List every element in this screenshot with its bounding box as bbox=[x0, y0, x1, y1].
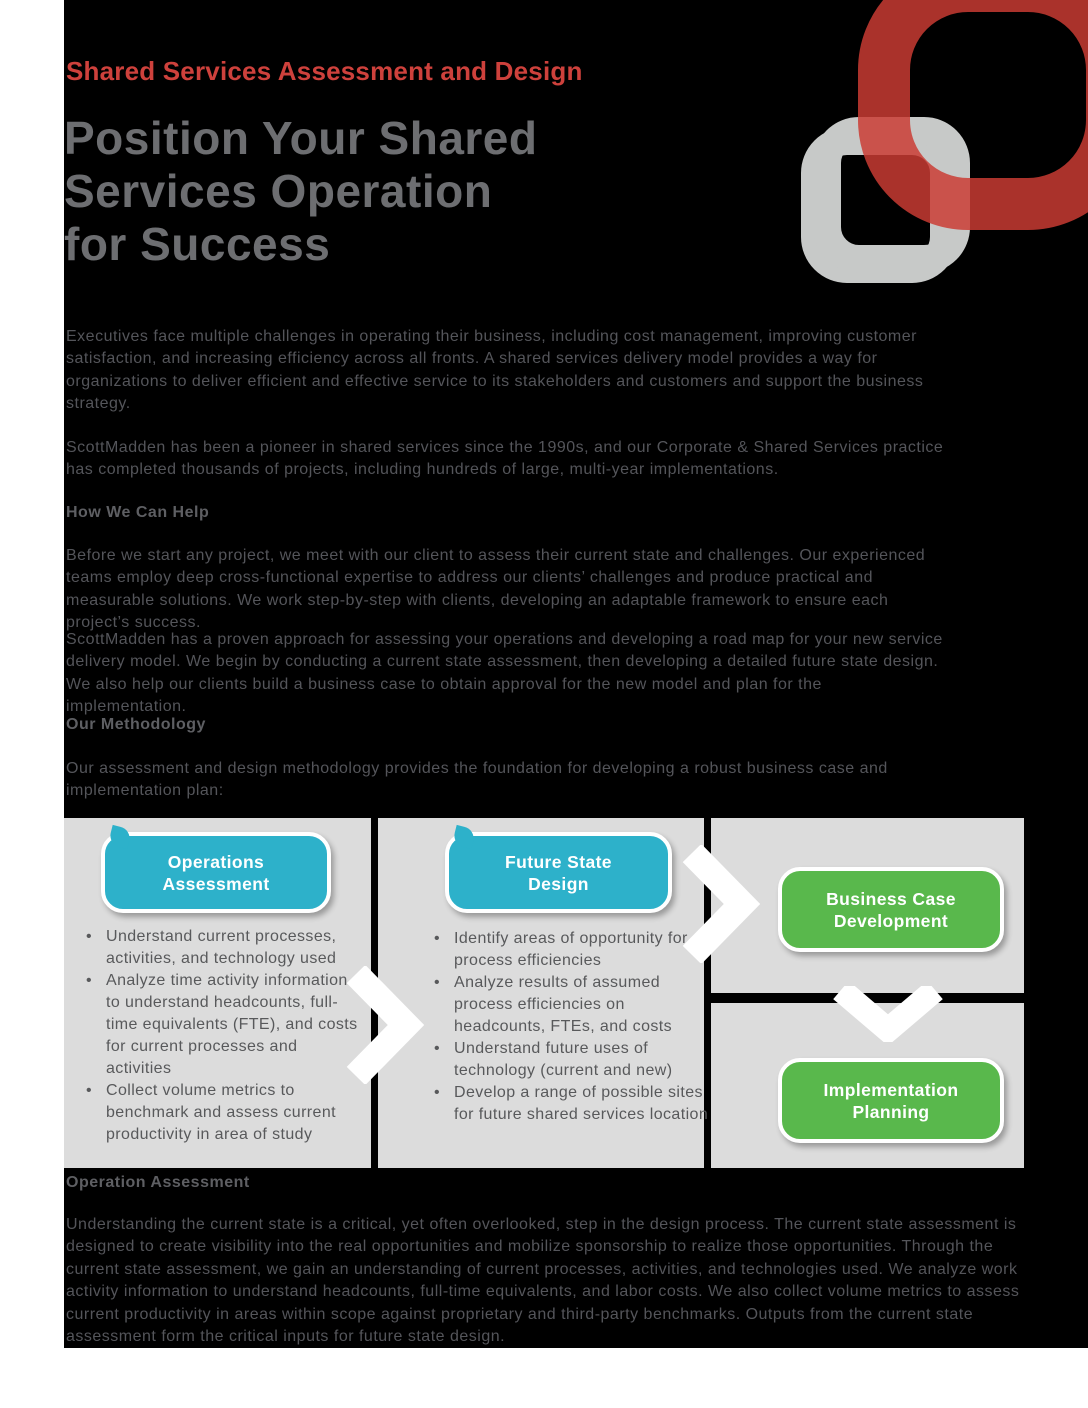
step-title-line: Operations bbox=[167, 851, 265, 872]
step-box-future-state-design bbox=[445, 832, 672, 913]
step-title-line: Future State bbox=[505, 851, 612, 872]
page-title bbox=[64, 112, 537, 271]
step-title-line: Assessment bbox=[162, 873, 270, 894]
chevron-down-icon bbox=[833, 986, 943, 1042]
list-item: • Understand current processes, activities, and technology used bbox=[84, 926, 366, 970]
chevron-right-icon bbox=[682, 845, 764, 963]
intro-paragraph-1: Executives face multiple challenges in operating their business, including cost management, improving customer satisfaction, and increasing efficiency across all fronts. A shared services delivery model provides a way for organizations to deliver efficient and effective service to its stakeholders and customers and support the business strategy. bbox=[66, 328, 924, 413]
page-title-line-3: for Success bbox=[64, 218, 331, 270]
step-box-implementation-planning bbox=[778, 1058, 1004, 1143]
list-item: • Analyze results of assumed process efficiencies on headcounts, FTEs, and costs bbox=[432, 972, 720, 1038]
chevron-right-icon bbox=[346, 966, 428, 1084]
page-title-line-1: Position Your Shared bbox=[64, 112, 538, 164]
step-box-business-case-development bbox=[778, 867, 1004, 952]
step-title-line: Business Case bbox=[826, 888, 956, 909]
step-title-line: Planning bbox=[852, 1101, 930, 1122]
list-item: • Develop a range of possible sites for future shared services location bbox=[432, 1082, 720, 1126]
document-kicker: Shared Services Assessment and Design bbox=[66, 56, 583, 86]
future-state-design-bullet-list bbox=[432, 928, 720, 1126]
step-title-line: Design bbox=[528, 873, 589, 894]
methodology-diagram bbox=[64, 818, 1024, 1168]
page-title-line-2: Services Operation bbox=[64, 165, 493, 217]
logo-red-ring bbox=[858, 0, 1088, 230]
methodology-intro: Our assessment and design methodology provides the foundation for developing a robust business case and implementation plan: bbox=[66, 760, 888, 800]
list-item: • Understand future uses of technology (current and new) bbox=[432, 1038, 720, 1082]
operation-assessment-body: Understanding the current state is a critical, yet often overlooked, step in the design process. The current state assessment is designed to create visibility into the real opportunities and mobilize sponsorship to realize those opportunities. Through the current state assessment, we gain an understanding of current processes, activities, and technologies used. We analyze work activity information to understand headcounts, full-time equivalents, and labor costs. We also collect volume metrics to assess current productivity in areas within scope against proprietary and third-party benchmarks. Outputs from the current state assessment form the critical inputs for future state design. bbox=[66, 1216, 1020, 1346]
list-item: • Analyze time activity information to understand headcounts, full-time equivalents (FTE), and costs for current processes and activities bbox=[84, 970, 366, 1080]
operations-assessment-bullet-list bbox=[84, 926, 366, 1146]
list-item: • Collect volume metrics to benchmark and assess current productivity in area of study bbox=[84, 1080, 366, 1146]
step-title-line: Implementation bbox=[823, 1079, 959, 1100]
content-area bbox=[64, 0, 1088, 1348]
section-heading-how-we-can-help: How We Can Help bbox=[66, 504, 210, 521]
help-paragraph-2: ScottMadden has a proven approach for assessing your operations and developing a road map for your new service delivery model. We begin by conducting a current state assessment, then developing a detailed future state design. We also help our clients build a business case to obtain approval for the new model and plan for the implementation. bbox=[66, 631, 943, 716]
step-box-operations-assessment bbox=[101, 832, 331, 913]
intro-paragraph-2: ScottMadden has been a pioneer in shared services since the 1990s, and our Corporate & Shared Services practice has completed thousands of projects, including hundreds of large, multi-year implementations. bbox=[66, 439, 944, 479]
list-item: • Identify areas of opportunity for process efficiencies bbox=[432, 928, 720, 972]
step-title-line: Development bbox=[833, 910, 949, 931]
section-heading-our-methodology: Our Methodology bbox=[66, 716, 206, 733]
section-heading-operation-assessment: Operation Assessment bbox=[66, 1174, 250, 1191]
help-paragraph-1: Before we start any project, we meet with our client to assess their current state and challenges. Our experienced teams employ deep cross-functional expertise to address our clients’ challenges and produce practical and measurable solutions. We work step-by-step with clients, developing an adaptable framework to ensure each project’s success. bbox=[66, 547, 926, 632]
